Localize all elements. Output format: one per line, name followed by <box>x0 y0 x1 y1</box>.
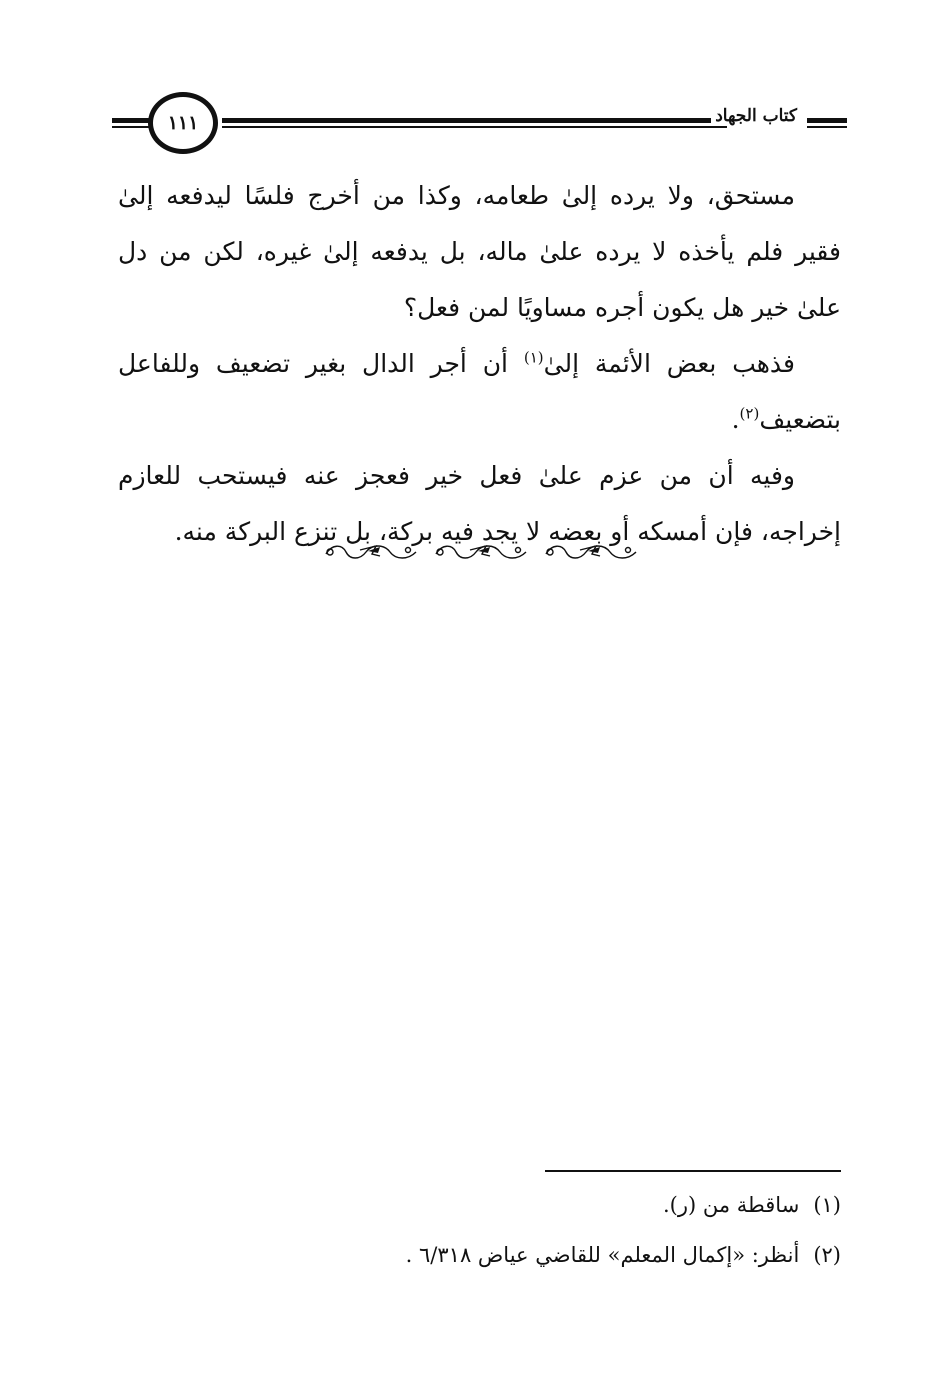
paragraph-period: . <box>731 405 740 434</box>
header-rule <box>112 118 152 123</box>
header-rule <box>222 126 727 128</box>
page-number <box>148 92 218 154</box>
book-title: كتاب الجهاد <box>711 106 801 126</box>
footnotes <box>118 1180 841 1280</box>
page-number-text: ١١١ <box>167 112 199 134</box>
footnote <box>118 1230 841 1280</box>
ornament-divider <box>320 540 640 566</box>
footnote-number: (١) <box>813 1193 841 1217</box>
header-rule <box>112 126 152 128</box>
footnote-ref: (١) <box>523 348 544 367</box>
footnote <box>118 1180 841 1230</box>
header-rule <box>807 118 847 123</box>
paragraph-part: أن أجر الدال بغير تضعيف وللفاعل بتضعيف <box>118 349 841 434</box>
main-text <box>118 168 841 560</box>
footnote-ref: (٢) <box>739 404 760 423</box>
header-rule <box>222 118 727 123</box>
paragraph <box>118 336 841 448</box>
footnote-text: ساقطة من (ر). <box>663 1193 800 1217</box>
footnote-separator <box>545 1170 841 1172</box>
paragraph-part: فذهب بعض الأئمة إلىٰ <box>543 349 796 378</box>
paragraph: مستحق، ولا يرده إلىٰ طعامه، وكذا من أخرج فلسًا ليدفعه إلىٰ فقير فلم يأخذه لا يرده علىٰ ماله، بل يدفعه إلىٰ غيره، لكن من دل علىٰ خير هل يكون أجره مساويًا لمن فعل؟ <box>118 181 842 322</box>
header-rule <box>807 126 847 128</box>
paragraph: وفيه أن من عزم علىٰ فعل خير فعجز عنه فيستحب للعازم إخراجه، فإن أمسكه أو بعضه لا يجد فيه بركة، بل تنزع البركة منه. <box>118 461 841 546</box>
footnote-text: أنظر: «إكمال المعلم» للقاضي عياض ٦/٣١٨ . <box>405 1243 800 1267</box>
running-header <box>112 92 847 160</box>
footnote-number: (٢) <box>813 1243 841 1267</box>
